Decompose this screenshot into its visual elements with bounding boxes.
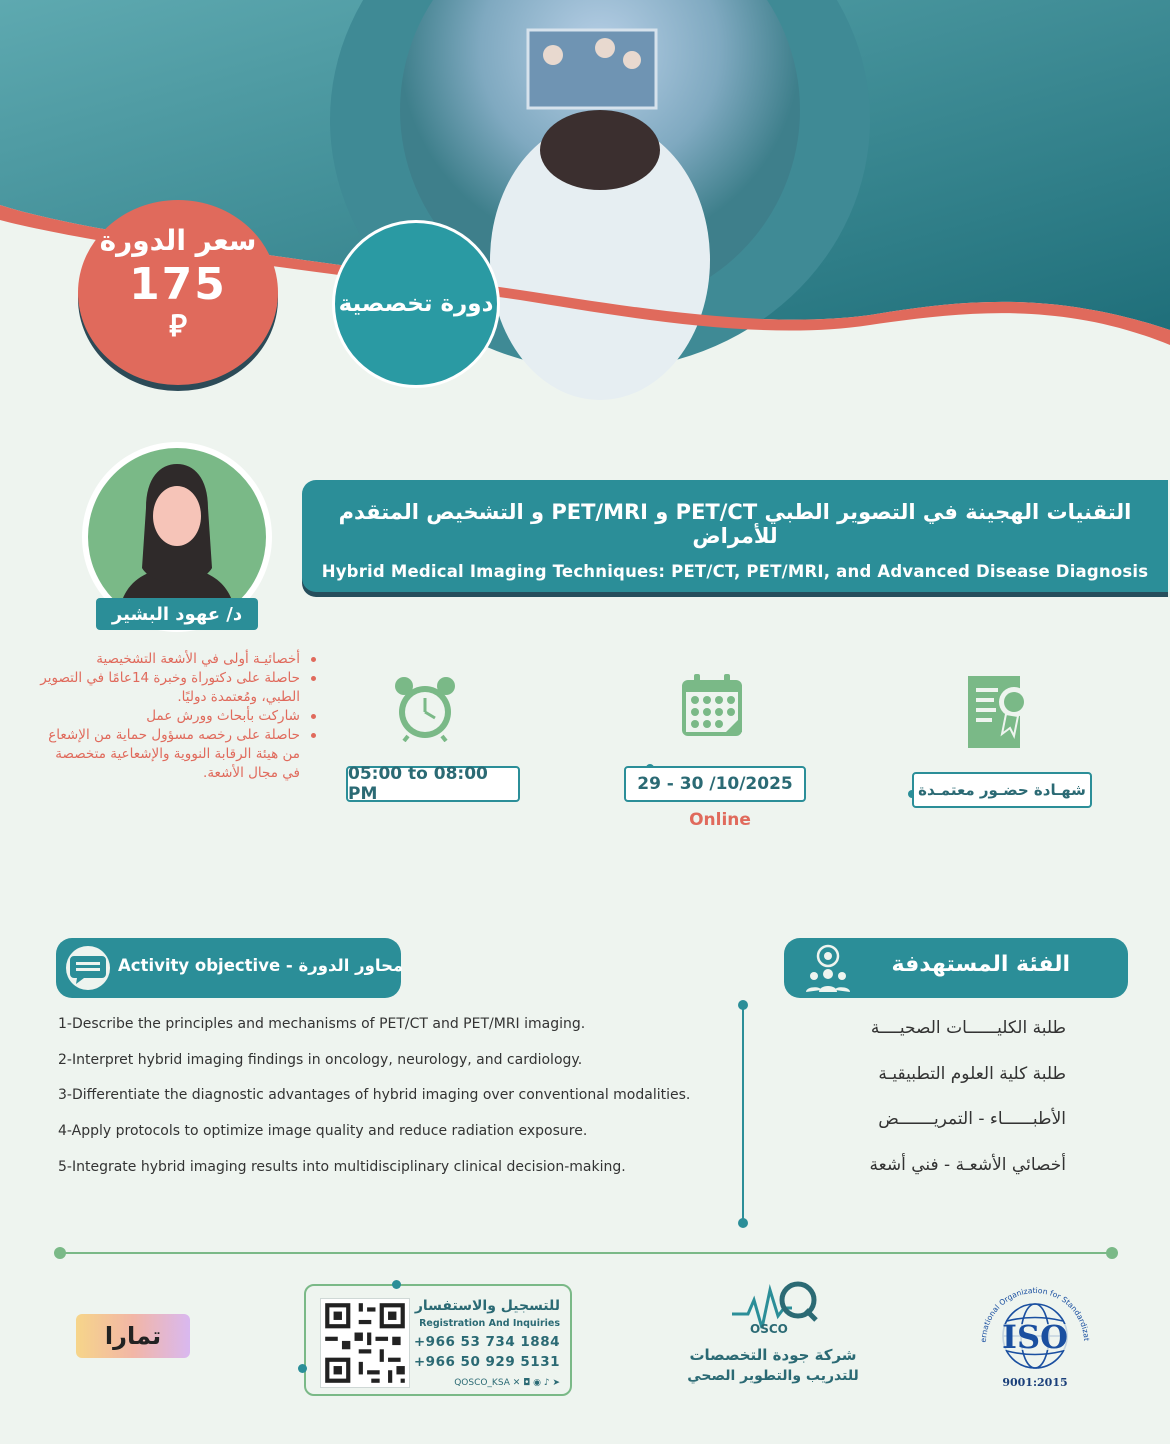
audience-title: الفئة المستهدفة xyxy=(891,952,1070,977)
divider-vertical xyxy=(742,1004,744,1224)
course-title-english: Hybrid Medical Imaging Techniques: PET/CT, PET/MRI, and Advanced Disease Diagnosis xyxy=(321,562,1149,581)
objective-item: 2-Interpret hybrid imaging findings in oncology, neurology, and cardiology. xyxy=(58,1051,583,1068)
iso-logo-icon xyxy=(972,1276,1098,1402)
chat-bubble-icon xyxy=(64,944,112,992)
course-title-banner xyxy=(302,480,1168,592)
iso-org-name: ernational Organization for Standardizat xyxy=(978,1285,1092,1343)
speaker-bio xyxy=(40,650,318,783)
objectives-title: Activity objective - محاور الدورة xyxy=(118,956,404,975)
course-type-badge: دورة تخصصية xyxy=(332,220,500,388)
iso-standard: 9001:2015 xyxy=(1002,1376,1068,1389)
objective-item: 3-Differentiate the diagnostic advantages of hybrid imaging over conventional modalities. xyxy=(58,1087,691,1104)
riyal-currency-icon: ⃁ xyxy=(169,309,187,344)
bio-item: حاصلة على دكتوراة وخبرة 14عامًا في التصوير الطبي، ومُعتمدة دوليًا. xyxy=(40,669,318,707)
phone-number-1[interactable]: +966 53 734 1884 xyxy=(413,1334,560,1350)
date-pill: 29 - 30 /10/2025 xyxy=(624,766,806,802)
bio-item: حاصلة على رخصه مسؤول حماية من الإشعاع من هيئة الرقابة النووية والإشعاعية متخصصة في مجال الأشعة. xyxy=(40,726,318,783)
bio-item: أخصائيـة أولى في الأشعة التشخيصية xyxy=(40,650,318,669)
social-icons: ✕ ◘ ◉ ♪ ➤ xyxy=(512,1378,560,1388)
time-pill: 05:00 to 08:00 PM xyxy=(346,766,520,802)
divider-dot xyxy=(298,1364,307,1373)
audience-item: طلبة الكليــــــات الصحيــــة xyxy=(870,1018,1066,1038)
price-amount: 175 xyxy=(129,259,227,310)
divider-dot xyxy=(738,1000,748,1010)
social-handle[interactable]: QOSCO_KSA ✕ ◘ ◉ ♪ ➤ xyxy=(454,1378,560,1388)
audience-item: طلبة كلية العلوم التطبيقيـة xyxy=(878,1063,1066,1084)
company-name-line2: للتدريب والتطوير الصحي xyxy=(687,1368,859,1384)
certificate-pill: شهـادة حضـور معتمـدة xyxy=(912,772,1092,808)
objectives-list xyxy=(58,1016,748,1194)
company-name-line1: شركة جودة التخصصات xyxy=(689,1346,857,1364)
registration-title-arabic: للتسجيل والاستفسار xyxy=(414,1298,560,1314)
certificate-icon xyxy=(966,674,1034,750)
divider-dot xyxy=(738,1218,748,1228)
objectives-header xyxy=(56,938,404,998)
divider-dot xyxy=(54,1247,66,1259)
objective-item: 4-Apply protocols to optimize image quality and reduce radiation exposure. xyxy=(58,1123,588,1140)
iso-logo-text: ISO xyxy=(1002,1318,1068,1356)
bio-item: شاركت بأبحاث وورش عمل xyxy=(40,707,318,726)
price-badge xyxy=(78,200,278,385)
course-title-arabic: التقنيات الهجينة في التصوير الطبي PET/CT و PET/MRI و التشخيص المتقدم للأمراض xyxy=(338,500,1132,548)
objective-item: 5-Integrate hybrid imaging results into multidisciplinary clinical decision-making. xyxy=(58,1158,626,1175)
speaker-name: د/ عهود البشير xyxy=(96,598,258,630)
audience-item: أخصائي الأشعـة - فني أشعة xyxy=(869,1154,1066,1175)
qr-code-icon[interactable] xyxy=(320,1298,410,1388)
alarm-clock-icon xyxy=(392,676,458,742)
target-audience-icon xyxy=(802,942,854,994)
phone-number-2[interactable]: +966 50 929 5131 xyxy=(413,1354,560,1370)
audience-item: الأطبــــــاء - التمريـــــــض xyxy=(878,1109,1066,1129)
footer-divider xyxy=(60,1252,1112,1254)
audience-list xyxy=(800,1018,1066,1200)
company-logo-text: OSCO xyxy=(750,1322,788,1336)
delivery-mode: Online xyxy=(689,810,751,830)
audience-header xyxy=(784,938,1128,998)
divider-dot xyxy=(392,1280,401,1289)
registration-box xyxy=(304,1284,572,1396)
registration-title-english: Registration And Inquiries xyxy=(419,1318,560,1329)
price-label: سعر الدورة xyxy=(99,224,257,257)
objective-item: 1-Describe the principles and mechanisms of PET/CT and PET/MRI imaging. xyxy=(58,1016,586,1032)
calendar-icon xyxy=(680,674,746,740)
tamara-logo: تمارا xyxy=(76,1314,190,1358)
divider-dot xyxy=(1106,1247,1118,1259)
iso-certification xyxy=(972,1276,1098,1402)
